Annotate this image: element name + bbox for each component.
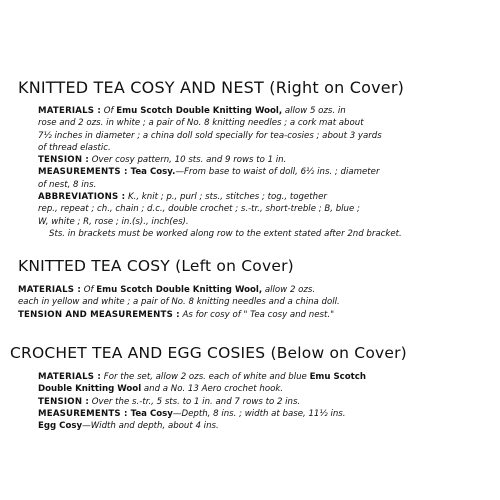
materials-text: and a No. 13 Aero crochet hook. <box>141 384 284 395</box>
tension-measurements-text: As for cosy of " Tea cosy and nest." <box>179 309 335 320</box>
section-body-crochet-tea-and-egg-cosies <box>38 371 490 432</box>
materials-label: MATERIALS : <box>38 372 102 382</box>
bracket-note: Sts. in brackets must be worked along row to the extent stated after 2nd bracket. <box>49 228 402 239</box>
materials-brand: Emu Scotch Double Knitting Wool, <box>96 285 263 295</box>
measurements-line <box>38 166 490 178</box>
materials-text: For the set, allow 2 ozs. each of white and blue <box>101 372 310 382</box>
materials-brand: Emu Scotch Double Knitting Wool, <box>116 106 283 116</box>
materials-brand: Double Knitting Wool <box>38 384 142 395</box>
tension-line <box>38 154 490 166</box>
tension-label: TENSION : <box>38 155 90 166</box>
section-title-knitted-tea-cosy-and-nest: KNITTED TEA COSY AND NEST (Right on Cover) <box>18 78 405 97</box>
section-title-crochet-tea-and-egg-cosies: CROCHET TEA AND EGG COSIES (Below on Cover) <box>10 344 407 362</box>
tension-text: Over cosy pattern, 10 sts. and 9 rows to 1 in. <box>89 155 287 166</box>
materials-text: 7½ inches in diameter ; a china doll sold specially for tea-cosies ; about 3 yards <box>38 130 382 141</box>
materials-line <box>18 284 483 296</box>
abbreviations-label: ABBREVIATIONS : <box>38 192 126 203</box>
measurements-line <box>38 420 490 432</box>
tension-label: TENSION : <box>38 396 90 407</box>
section-body-knitted-tea-cosy-and-nest <box>38 105 490 240</box>
materials-text: allow 2 ozs. <box>262 285 316 295</box>
section-body-knitted-tea-cosy <box>18 284 483 321</box>
materials-text: of thread elastic. <box>38 142 111 153</box>
tension-line <box>38 396 490 408</box>
abbreviations-text: K., knit ; p., purl ; sts., stitches ; tog., together <box>125 192 327 203</box>
measurements-text: —From base to waist of doll, 6½ ins. ; diameter <box>175 167 380 178</box>
measurements-label: MEASUREMENTS : <box>38 408 128 419</box>
materials-brand: Emu Scotch <box>309 372 367 382</box>
abbreviations-text: rep., repeat ; ch., chain ; d.c., double crochet ; s.-tr., short-treble ; B, blue ; <box>38 204 360 215</box>
tension-text: Over the s.-tr., 5 sts. to 1 in. and 7 rows to 2 ins. <box>89 396 301 407</box>
measurements-line <box>38 408 490 420</box>
measurements-item: Tea Cosy. <box>127 167 176 178</box>
measurements-text: —Width and depth, about 4 ins. <box>82 421 219 432</box>
measurements-item: Egg Cosy <box>38 421 83 432</box>
materials-label: MATERIALS : <box>18 285 82 295</box>
materials-text: rose and 2 ozs. in white ; a pair of No. 8 knitting needles ; a cork mat about <box>38 118 364 129</box>
tension-measurements-line <box>18 309 483 321</box>
measurements-text: of nest, 8 ins. <box>38 179 97 190</box>
tension-measurements-label: TENSION AND MEASUREMENTS : <box>18 309 180 320</box>
measurements-item: Tea Cosy <box>127 408 173 419</box>
materials-line <box>38 105 490 117</box>
materials-line <box>38 383 490 395</box>
abbreviations-text: W, white ; R, rose ; in.(s)., inch(es). <box>38 216 189 227</box>
materials-label: MATERIALS : <box>38 106 102 116</box>
materials-text: Of <box>101 106 117 116</box>
abbreviations-line <box>38 191 490 203</box>
materials-text: allow 5 ozs. in <box>282 106 346 116</box>
section-title-knitted-tea-cosy: KNITTED TEA COSY (Left on Cover) <box>18 257 294 275</box>
measurements-text: —Depth, 8 ins. ; width at base, 11½ ins. <box>172 408 346 419</box>
materials-text: each in yellow and white ; a pair of No. 8 knitting needles and a china doll. <box>18 297 340 308</box>
materials-text: Of <box>81 285 97 295</box>
measurements-label: MEASUREMENTS : <box>38 167 128 178</box>
materials-line <box>38 371 490 383</box>
